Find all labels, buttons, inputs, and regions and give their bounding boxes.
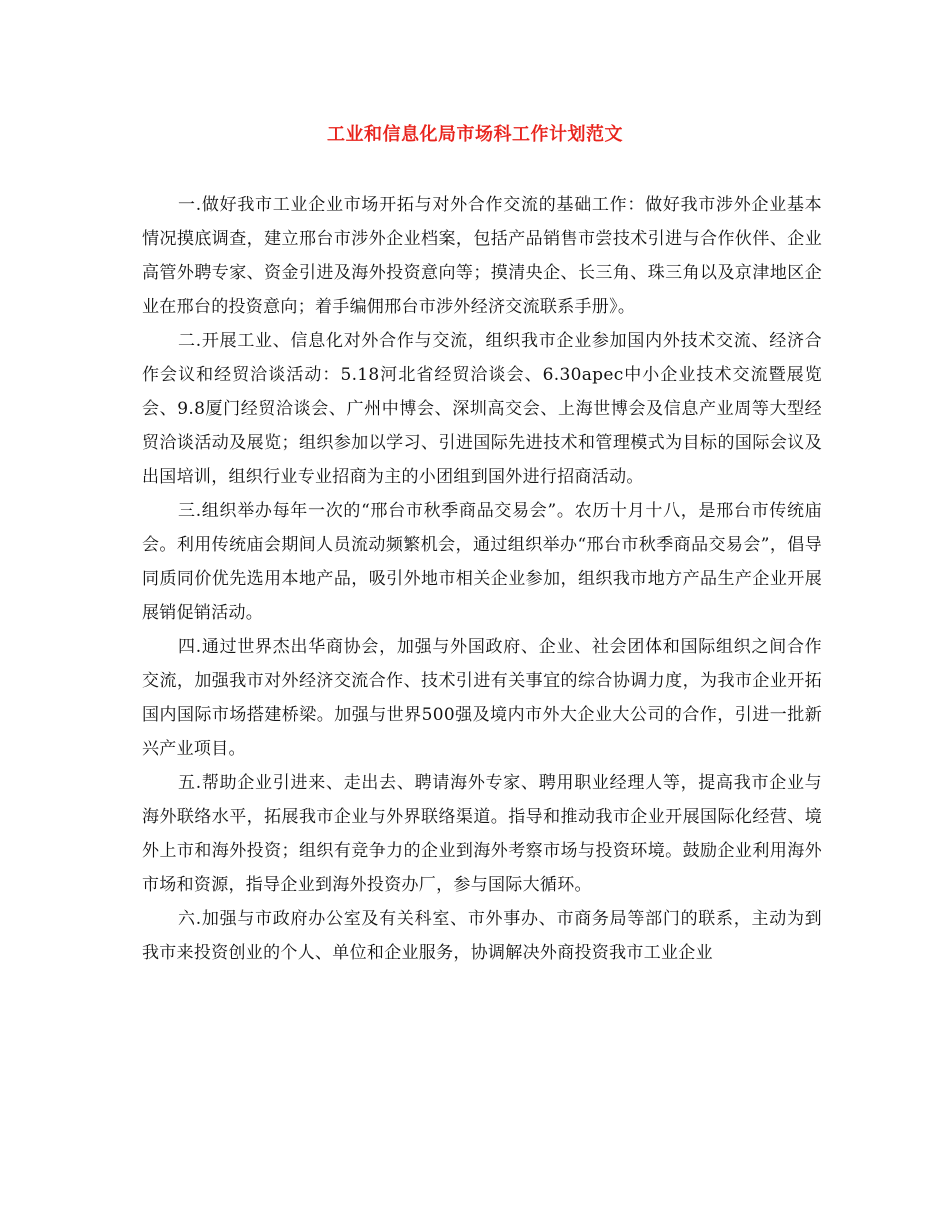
paragraph-6: 六.加强与市政府办公室及有关科室、市外事办、市商务局等部门的联系，主动为到我市来投资创业的个人、单位和企业服务，协调解决外商投资我市工业企业 <box>142 909 822 963</box>
paragraph-1: 一.做好我市工业企业市场开拓与对外合作交流的基础工作：做好我市涉外企业基本情况摸底调查，建立邢台市涉外企业档案，包括产品销售市尝技术引进与合作伙伴、企业高管外聘专家、资金引进及海外投资意向等；摸清央企、长三角、珠三角以及京津地区企业在邢台的投资意向；着手编佣邢台市涉外经济交流联系手册》。 <box>142 195 822 317</box>
document-body <box>142 188 822 970</box>
paragraph-3: 三.组织举办每年一次的“邢台市秋季商品交易会”。农历十月十八，是邢台市传统庙会。利用传统庙会期间人员流动频繁机会，通过组织举办“邢台市秋季商品交易会”，倡导同质同价优先选用本地产品，吸引外地市相关企业参加，组织我市地方产品生产企业开展展销促销活动。 <box>142 501 822 623</box>
paragraph-2: 二.开展工业、信息化对外合作与交流，组织我市企业参加国内外技术交流、经济合作会议和经贸洽谈活动：5.18河北省经贸洽谈会、6.30apec中小企业技术交流暨展览会、9.8厦门经贸洽谈会、广州中博会、深圳高交会、上海世博会及信息产业周等大型经贸洽谈活动及展览；组织参加以学习、引进国际先进技术和管理模式为目标的国际会议及出国培训，组织行业专业招商为主的小团组到国外进行招商活动。 <box>142 331 822 487</box>
paragraph-5: 五.帮助企业引进来、走出去、聘请海外专家、聘用职业经理人等，提高我市企业与海外联络水平，拓展我市企业与外界联络渠道。指导和推动我市企业开展国际化经营、境外上市和海外投资；组织有竞争力的企业到海外考察市场与投资环境。鼓励企业利用海外市场和资源，指导企业到海外投资办厂，参与国际大循环。 <box>142 773 822 895</box>
paragraph-4: 四.通过世界杰出华商协会，加强与外国政府、企业、社会团体和国际组织之间合作交流，加强我市对外经济交流合作、技术引进有关事宜的综合协调力度，为我市企业开拓国内国际市场搭建桥梁。加强与世界500强及境内市外大企业大公司的合作，引进一批新兴产业项目。 <box>142 637 822 759</box>
document-title: 工业和信息化局市场科工作计划范文 <box>327 124 623 145</box>
